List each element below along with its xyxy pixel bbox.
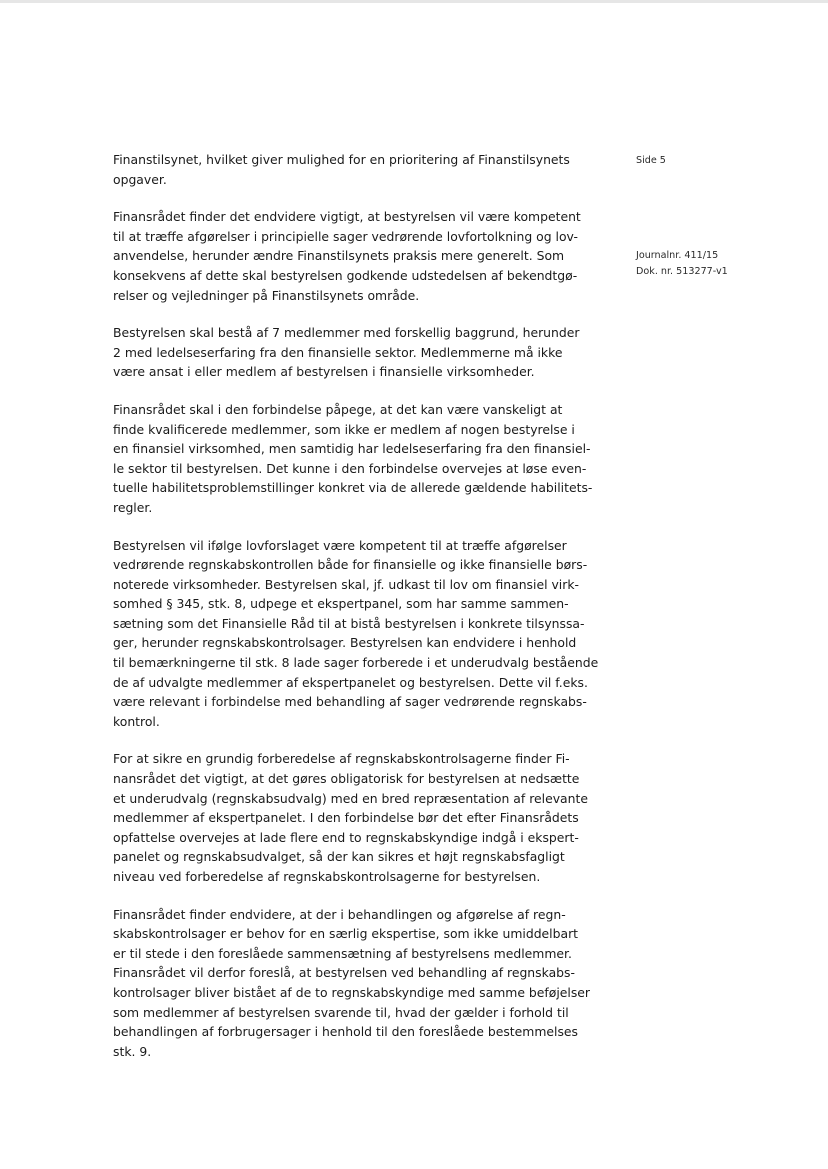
text-line: være ansat i eller medlem af bestyrelsen i finansielle virksomheder. xyxy=(113,364,535,380)
text-line: sætning som det Finansielle Råd til at bistå bestyrelsen i konkrete tilsynssa- xyxy=(113,615,585,631)
text-line: niveau ved forberedelse af regnskabskontrolsagerne for bestyrelsen. xyxy=(113,869,541,884)
text-line: Finansrådet vil derfor foreslå, at bestyrelsen ved behandling af regnskabs- xyxy=(113,965,575,981)
text-line: konsekvens af dette skal bestyrelsen godkende udstedelsen af bekendtgø- xyxy=(113,267,578,283)
paragraph xyxy=(113,400,593,518)
text-line: behandlingen af forbrugersager i henhold til den foreslåede bestemmelses xyxy=(113,1024,579,1040)
text-line: er til stede i den foreslåede sammensætning af bestyrelsens medlemmer. xyxy=(113,945,572,961)
text-line: Finansrådet skal i den forbindelse påpege, at det kan være vanskeligt at xyxy=(113,401,563,417)
text-line: panelet og regnskabsudvalget, så der kan sikres et højt regnskabsfagligt xyxy=(113,849,565,865)
text-line: skabskontrolsager er behov for en særlig ekspertise, som ikke umiddelbart xyxy=(113,926,579,942)
text-line: kontrol. xyxy=(113,713,160,729)
paragraph xyxy=(113,749,593,886)
text-line: nansrådet det vigtigt, at det gøres obligatorisk for bestyrelsen at nedsætte xyxy=(113,771,580,787)
document-body xyxy=(113,150,599,1079)
text-line: For at sikre en grundig forberedelse af regnskabskontrolsagerne finder Fi- xyxy=(113,751,570,767)
text-line: opfattelse overvejes at lade flere end to regnskabskyndige indgå i ekspert- xyxy=(113,829,579,845)
text-line: tuelle habilitetsproblemstillinger konkret via de allerede gældende habilitets- xyxy=(113,480,593,496)
paragraph xyxy=(113,207,593,305)
text-line: Bestyrelsen vil ifølge lovforslaget være kompetent til at træffe afgørelser xyxy=(113,537,567,553)
text-line: Finansrådet finder det endvidere vigtigt, at bestyrelsen vil være kompetent xyxy=(113,209,581,225)
text-line: de af udvalgte medlemmer af ekspertpanelet og bestyrelsen. Dette vil f.eks. xyxy=(113,674,588,690)
paragraph xyxy=(113,536,599,732)
text-line: Finanstilsynet, hvilket giver mulighed for en prioritering af Finanstilsynets xyxy=(113,152,570,167)
paragraph xyxy=(113,323,593,382)
text-line: medlemmer af ekspertpanelet. I den forbindelse bør det efter Finansrådets xyxy=(113,810,579,826)
text-line: ger, herunder regnskabskontrolsager. Bestyrelsen kan endvidere i henhold xyxy=(113,635,577,651)
text-line: Finansrådet finder endvidere, at der i behandlingen og afgørelse af regn- xyxy=(113,906,566,922)
page-number-block xyxy=(636,153,806,169)
text-line: regler. xyxy=(113,499,153,515)
text-line: opgaver. xyxy=(113,171,167,187)
document-reference-block xyxy=(636,248,806,280)
text-line: somhed § 345, stk. 8, udpege et ekspertpanel, som har samme sammen- xyxy=(113,596,569,612)
document-number: Dok. nr. 513277-v1 xyxy=(636,266,728,277)
paragraph xyxy=(113,905,593,1062)
text-line: til at træffe afgørelser i principielle sager vedrørende lovfortolkning og lov- xyxy=(113,228,579,244)
text-line: 2 med ledelseserfaring fra den finansielle sektor. Medlemmerne må ikke xyxy=(113,344,563,360)
text-line: relser og vejledninger på Finanstilsynets område. xyxy=(113,287,420,303)
text-line: anvendelse, herunder ændre Finanstilsynets praksis mere generelt. Som xyxy=(113,248,565,264)
text-line: som medlemmer af bestyrelsen svarende til, hvad der gælder i forhold til xyxy=(113,1004,569,1020)
page-top-edge xyxy=(0,0,828,3)
text-line: til bemærkningerne til stk. 8 lade sager forberede i et underudvalg bestående xyxy=(113,655,599,671)
paragraph xyxy=(113,150,593,189)
text-line: noterede virksomheder. Bestyrelsen skal, jf. udkast til lov om finansiel virk- xyxy=(113,576,579,592)
text-line: en finansiel virksomhed, men samtidig har ledelseserfaring fra den finansiel- xyxy=(113,441,591,457)
journal-number: Journalnr. 411/15 xyxy=(636,250,719,261)
text-line: finde kvalificerede medlemmer, som ikke er medlem af nogen bestyrelse i xyxy=(113,421,575,437)
text-line: Bestyrelsen skal bestå af 7 medlemmer med forskellig baggrund, herunder xyxy=(113,325,580,341)
page-number: Side 5 xyxy=(636,155,666,166)
text-line: stk. 9. xyxy=(113,1043,152,1059)
text-line: være relevant i forbindelse med behandling af sager vedrørende regnskabs- xyxy=(113,694,587,710)
text-line: vedrørende regnskabskontrollen både for finansielle og ikke finansielle børs- xyxy=(113,557,588,573)
text-line: kontrolsager bliver bistået af de to regnskabskyndige med samme beføjelser xyxy=(113,984,591,1000)
text-line: et underudvalg (regnskabsudvalg) med en bred repræsentation af relevante xyxy=(113,790,588,806)
text-line: le sektor til bestyrelsen. Det kunne i den forbindelse overvejes at løse even- xyxy=(113,460,587,476)
